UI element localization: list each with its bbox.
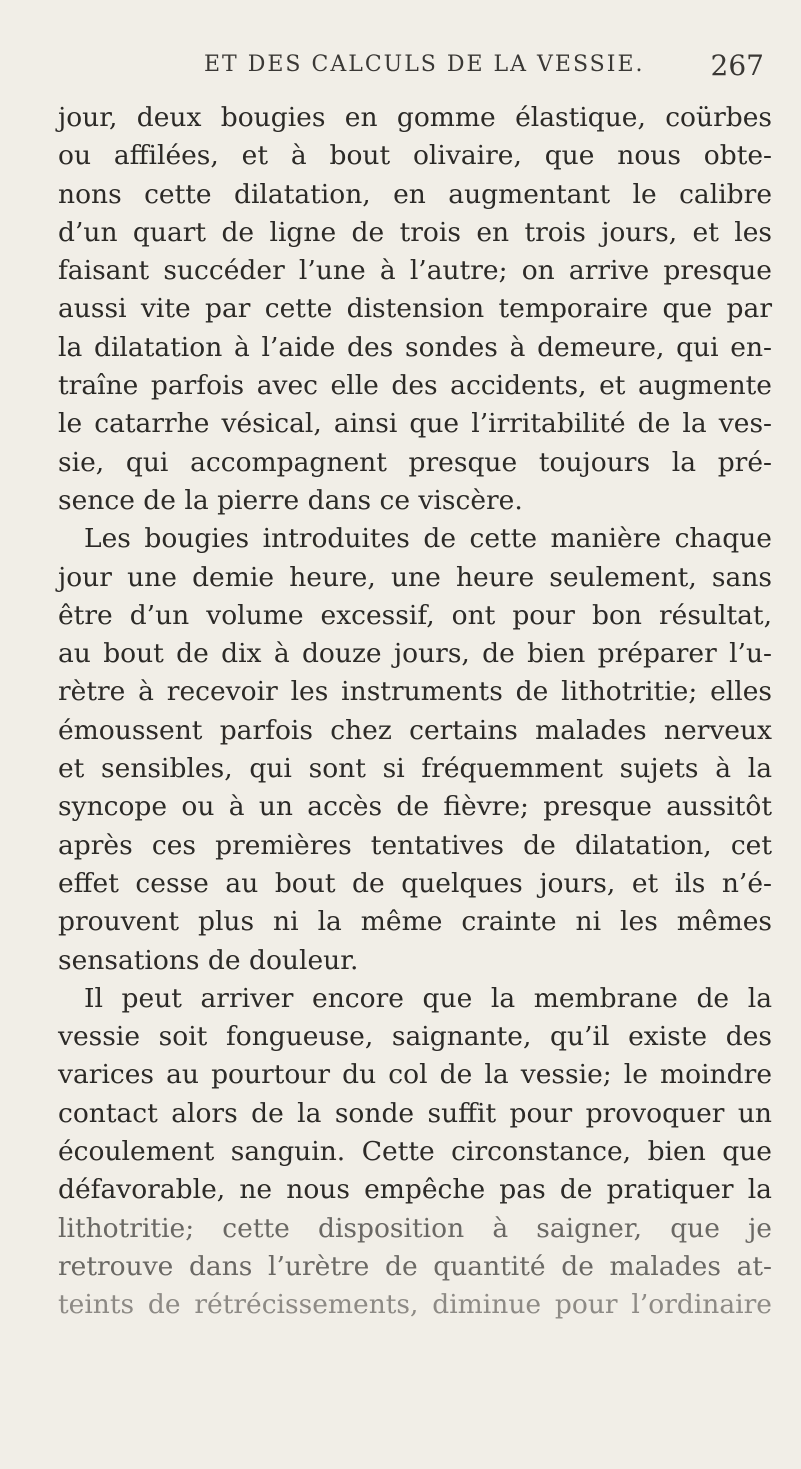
text-line: teints de rétrécissements, diminue pour l’ordinaire (58, 1289, 772, 1321)
text-line: Les bougies introduites de cette manière chaque (84, 523, 772, 555)
text-line: nons cette dilatation, en augmentant le calibre (58, 178, 772, 210)
text-line: aussi vite par cette distension temporaire que par (58, 293, 772, 325)
text-line: prouvent plus ni la même crainte ni les mêmes (58, 906, 772, 938)
text-line: ou affilées, et à bout olivaire, que nous obte- (58, 140, 772, 172)
text-line: faisant succéder l’une à l’autre; on arrive presque (58, 255, 772, 287)
text-line: d’un quart de ligne de trois en trois jours, et les (58, 216, 772, 248)
text-line: sence de la pierre dans ce viscère. (58, 484, 523, 516)
text-line: rètre à recevoir les instruments de lithotritie; elles (58, 676, 772, 708)
text-line: jour une demie heure, une heure seulement, sans (58, 561, 772, 593)
text-line: défavorable, ne nous empêche pas de pratiquer la (58, 1174, 772, 1206)
text-line: lithotritie; cette disposition à saigner, que je (58, 1212, 772, 1244)
text-line: sie, qui accompagnent presque toujours la pré- (58, 446, 772, 478)
running-head: ET DES CALCULS DE LA VESSIE. (204, 52, 645, 77)
page-header (58, 49, 768, 92)
text-line: contact alors de la sonde suffit pour provoquer un (58, 1097, 772, 1129)
text-line: vessie soit fongueuse, saignante, qu’il existe des (58, 1021, 772, 1053)
text-line: traîne parfois avec elle des accidents, et augmente (58, 370, 772, 402)
page-number: 267 (710, 49, 764, 82)
body-text (58, 99, 772, 1325)
text-line: au bout de dix à douze jours, de bien préparer l’u- (58, 638, 772, 670)
text-line: écoulement sanguin. Cette circonstance, bien que (58, 1136, 772, 1168)
text-line: sensations de douleur. (58, 944, 359, 976)
text-line: jour, deux bougies en gomme élastique, coürbes (58, 102, 772, 133)
text-line: le catarrhe vésical, ainsi que l’irritabilité de la ves- (58, 408, 772, 440)
text-line: varices au pourtour du col de la vessie; le moindre (58, 1059, 772, 1091)
text-line: être d’un volume excessif, ont pour bon résultat, (58, 599, 772, 631)
text-line: effet cesse au bout de quelques jours, et ils n’é- (58, 867, 772, 899)
text-line: après ces premières tentatives de dilatation, cet (58, 829, 772, 861)
text-line: Il peut arriver encore que la membrane de la (84, 982, 772, 1014)
text-line: et sensibles, qui sont si fréquemment sujets à la (58, 753, 772, 785)
text-line: émoussent parfois chez certains malades nerveux (58, 714, 772, 746)
text-line: retrouve dans l’urètre de quantité de malades at- (58, 1250, 772, 1282)
text-line: syncope ou à un accès de fièvre; presque aussitôt (58, 791, 772, 823)
text-line: la dilatation à l’aide des sondes à demeure, qui en- (58, 331, 772, 363)
